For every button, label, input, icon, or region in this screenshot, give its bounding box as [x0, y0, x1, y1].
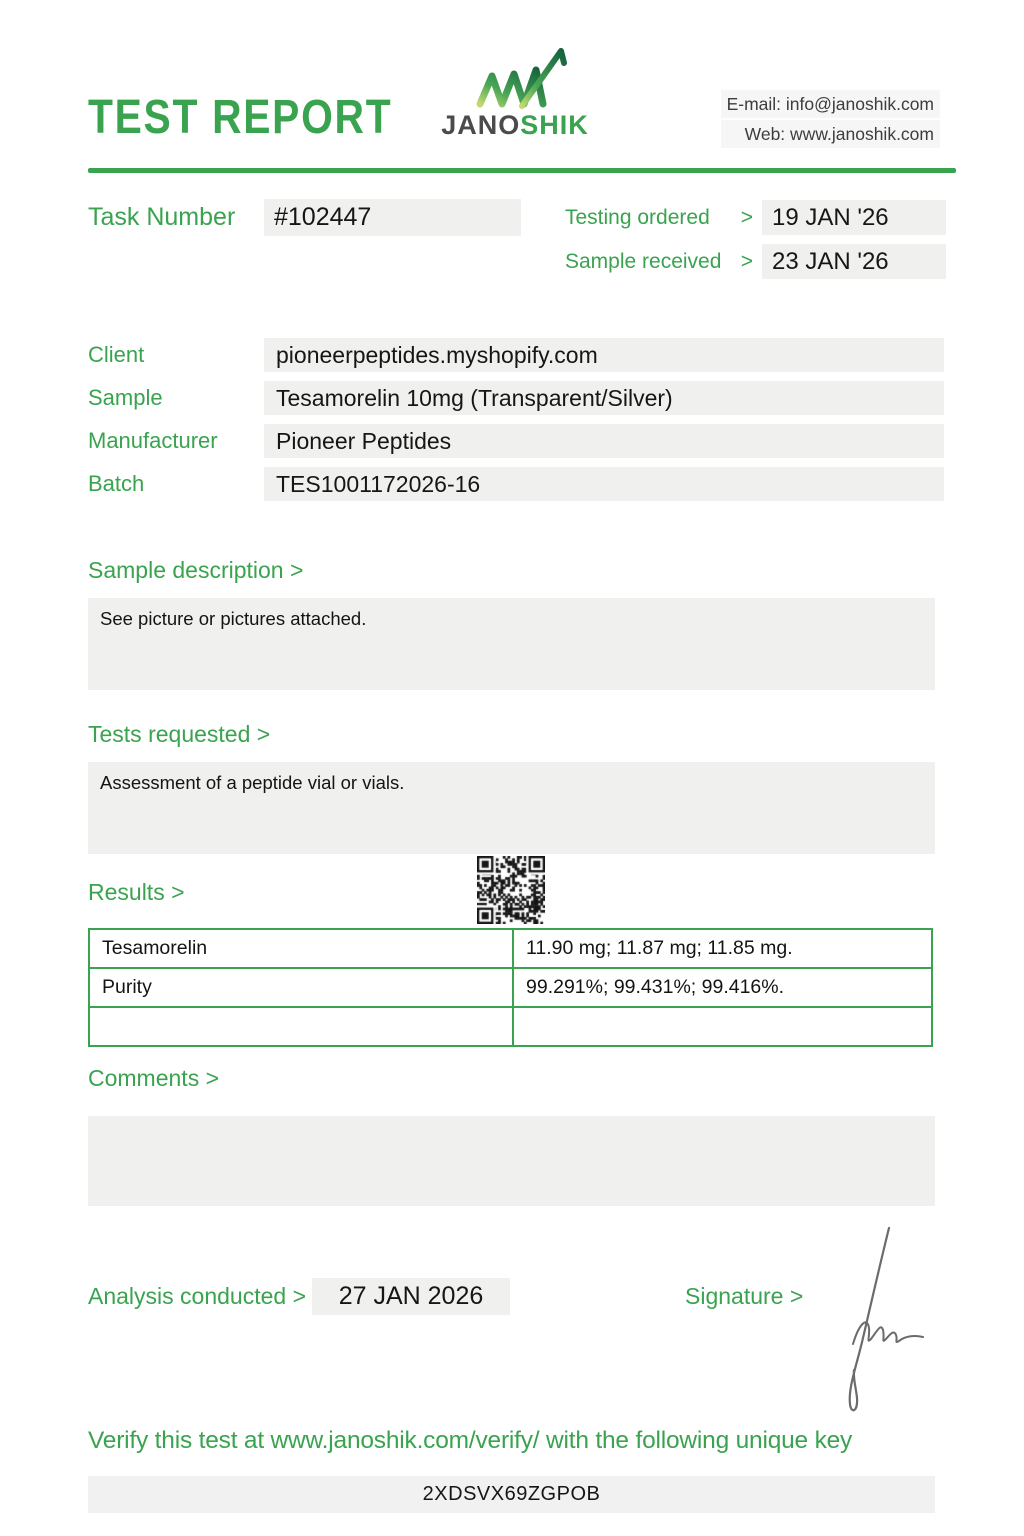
tests-requested-heading: Tests requested > [88, 721, 271, 747]
sample-label: Sample [88, 385, 163, 410]
logo-text-primary: JANO [441, 110, 521, 140]
logo-wordmark [440, 110, 590, 141]
comments-heading: Comments > [88, 1065, 220, 1091]
analysis-conducted-value: 27 JAN 2026 [312, 1278, 510, 1315]
qr-code [477, 856, 545, 924]
result-name [89, 1007, 513, 1046]
batch-label: Batch [88, 471, 145, 496]
batch-value: TES1001172026-16 [264, 467, 944, 501]
sample-received-label [565, 250, 753, 274]
contact-block [721, 90, 940, 150]
contact-web [721, 120, 940, 148]
header-divider [88, 168, 956, 173]
sample-description-box [88, 598, 935, 690]
email-label: E-mail: [726, 94, 782, 114]
testing-ordered-arrow: > [740, 206, 753, 229]
result-value: 99.291%; 99.431%; 99.416%. [513, 968, 932, 1007]
verify-key: 2XDSVX69ZGPOB [88, 1476, 935, 1513]
task-number-label: Task Number [88, 203, 236, 231]
manufacturer-value: Pioneer Peptides [264, 424, 944, 458]
results-heading: Results > [88, 879, 185, 905]
manufacturer-label: Manufacturer [88, 428, 218, 453]
result-name: Purity [89, 968, 513, 1007]
table-row [89, 968, 932, 1007]
tests-requested-box [88, 762, 935, 854]
results-table [88, 928, 933, 1047]
comments-box [88, 1116, 935, 1206]
web-value: www.janoshik.com [790, 124, 934, 144]
signature-label: Signature > [685, 1283, 804, 1309]
web-label: Web: [744, 124, 786, 144]
sample-value: Tesamorelin 10mg (Transparent/Silver) [264, 381, 944, 415]
tests-requested-text: Assessment of a peptide vial or vials. [100, 772, 405, 793]
table-row [89, 929, 932, 968]
sample-description-text: See picture or pictures attached. [100, 608, 367, 629]
sample-received-value: 23 JAN '26 [762, 244, 946, 279]
client-value: pioneerpeptides.myshopify.com [264, 338, 944, 372]
sample-received-text: Sample received [565, 250, 722, 273]
testing-ordered-label [565, 206, 753, 230]
contact-email [721, 90, 940, 118]
analysis-conducted-label: Analysis conducted > [88, 1283, 306, 1309]
table-row [89, 1007, 932, 1046]
testing-ordered-value: 19 JAN '26 [762, 200, 946, 235]
verify-instruction: Verify this test at www.janoshik.com/verify/ with the following unique key [88, 1427, 853, 1454]
page-title: TEST REPORT [88, 91, 393, 144]
signature-icon [826, 1222, 926, 1418]
result-value: 11.90 mg; 11.87 mg; 11.85 mg. [513, 929, 932, 968]
result-value [513, 1007, 932, 1046]
logo-text-secondary: SHIK [520, 110, 589, 140]
testing-ordered-text: Testing ordered [565, 206, 710, 229]
sample-received-arrow: > [740, 250, 753, 273]
sample-description-heading: Sample description > [88, 557, 304, 583]
email-value: info@janoshik.com [785, 94, 934, 114]
logo-chart-icon [475, 46, 581, 110]
result-name: Tesamorelin [89, 929, 513, 968]
task-number-value: #102447 [264, 199, 521, 236]
client-label: Client [88, 342, 145, 367]
